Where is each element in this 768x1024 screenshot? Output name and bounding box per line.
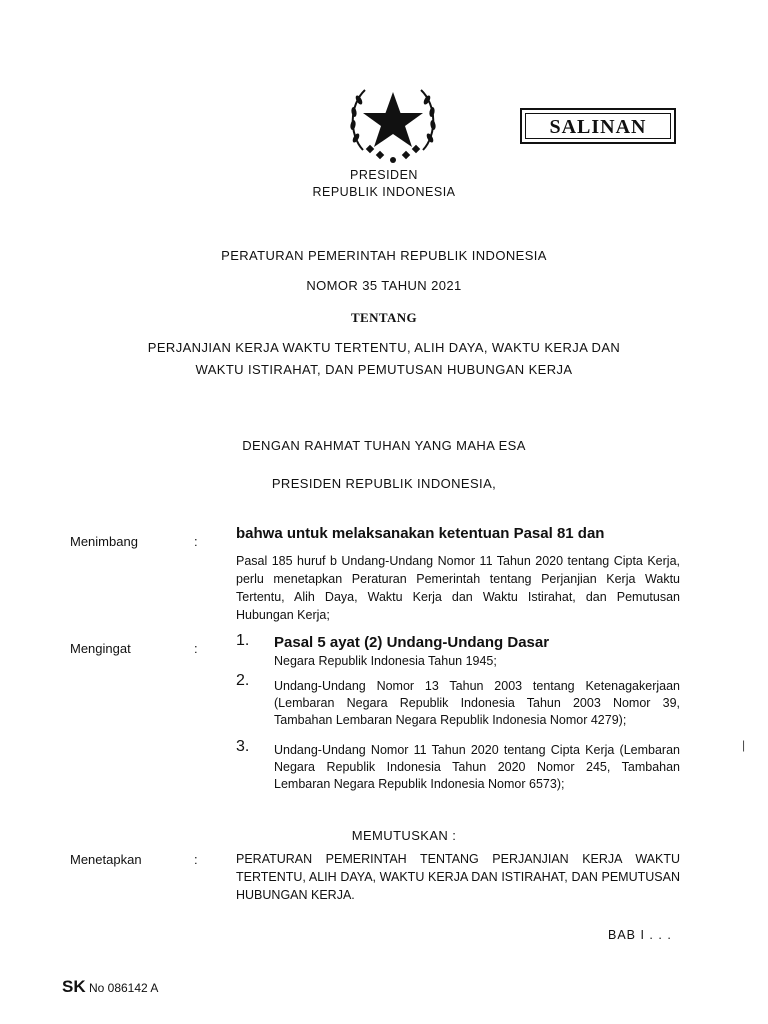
mengingat-item-lead: Pasal 5 ayat (2) Undang-Undang Dasar (274, 634, 550, 651)
office-subtitle: REPUBLIK INDONESIA (312, 185, 456, 199)
menimbang-lead: bahwa untuk melaksanakan ketentuan Pasal 81 dan (236, 525, 605, 542)
regulation-number: NOMOR 35 TAHUN 2021 (306, 278, 462, 293)
garuda-star-emblem-icon (343, 80, 443, 166)
regulation-title: PERATURAN PEMERINTAH REPUBLIK INDONESIA (221, 248, 547, 263)
menimbang-label: Menimbang (70, 534, 138, 549)
mengingat-item-text: Negara Republik Indonesia Tahun 1945; (274, 654, 497, 668)
preamble-president: PRESIDEN REPUBLIK INDONESIA, (271, 476, 497, 491)
office-title: PRESIDEN (350, 168, 418, 182)
next-page-marker: BAB I . . . (608, 928, 672, 942)
salinan-stamp (520, 108, 676, 144)
regulation-about: TENTANG (350, 310, 418, 325)
menetapkan-colon: : (194, 852, 198, 867)
sk-number-value: No 086142 A (88, 981, 159, 995)
menimbang-text: Pasal 185 huruf b Undang-Undang Nomor 11 Tahun 2020 tentang Cipta Kerja, perlu menetapkan Peraturan Pemerintah tentang Perjanjian Kerja Waktu Tertentu, Alih Daya, Waktu Kerja dan Waktu Istirahat, dan Pemutusan Hubungan Kerja; (236, 554, 680, 622)
mengingat-item-number: 2. (236, 672, 250, 689)
sk-number (62, 977, 158, 997)
mengingat-item-number: 1. (236, 632, 250, 649)
mengingat-colon: : (194, 641, 198, 656)
salinan-label: SALINAN (525, 113, 671, 139)
preamble-grace: DENGAN RAHMAT TUHAN YANG MAHA ESA (242, 438, 526, 453)
regulation-subject-line2: WAKTU ISTIRAHAT, DAN PEMUTUSAN HUBUNGAN KERJA (195, 362, 573, 377)
menimbang-colon: : (194, 534, 198, 549)
margin-tick: | (742, 738, 746, 752)
mengingat-label: Mengingat (70, 641, 131, 656)
mengingat-item-number: 3. (236, 738, 250, 755)
menetapkan-text: PERATURAN PEMERINTAH TENTANG PERJANJIAN KERJA WAKTU TERTENTU, ALIH DAYA, WAKTU KERJA DAN ISTIRAHAT, DAN PEMUTUSAN HUBUNGAN KERJA. (236, 852, 680, 902)
sk-prefix: SK (62, 977, 86, 996)
mengingat-item-text: Undang-Undang Nomor 11 Tahun 2020 tentang Cipta Kerja (Lembaran Negara Republik Indonesia Tahun 2020 Nomor 245, Tambahan Lembaran Negara Republik Indonesia Nomor 6573); (274, 743, 680, 791)
mengingat-item-text: Undang-Undang Nomor 13 Tahun 2003 tentang Ketenagakerjaan (Lembaran Negara Republik Indonesia Tahun 2003 Nomor 39, Tambahan Lembaran Negara Republik Indonesia Nomor 4279); (274, 679, 680, 727)
menetapkan-label: Menetapkan (70, 852, 142, 867)
memutuskan-heading: MEMUTUSKAN : (351, 828, 457, 843)
regulation-subject-line1: PERJANJIAN KERJA WAKTU TERTENTU, ALIH DAYA, WAKTU KERJA DAN (147, 340, 621, 355)
